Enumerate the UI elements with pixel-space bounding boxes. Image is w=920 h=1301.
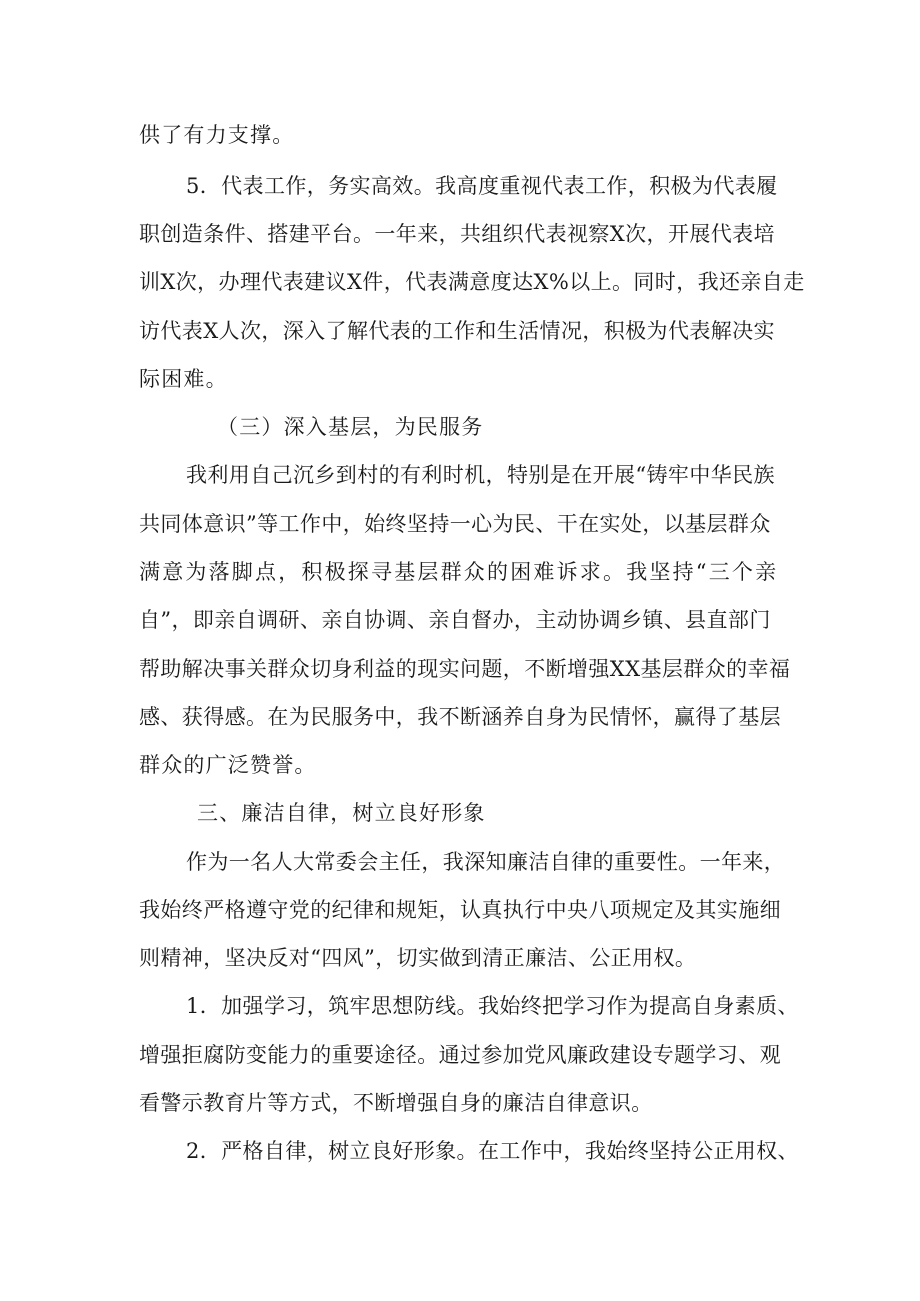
text-line: 增强拒腐防变能力的重要途径。通过参加党风廉政建设专题学习、观 — [139, 1043, 781, 1067]
text-line: 看警示教育片等方式，不断增强自身的廉洁自律意识。 — [139, 1091, 653, 1115]
text-line: 自”，即亲自调研、亲自协调、亲自督办，主动协调乡镇、县直部门 — [139, 608, 771, 632]
text-line: 帮助解决事关群众切身利益的现实问题，不断增强XX基层群众的幸福 — [139, 657, 791, 681]
text-line: 感、获得感。在为民服务中，我不断涵养自身为民情怀，赢得了基层 — [139, 705, 781, 729]
text-line: 则精神，坚决反对“四风”，切实做到清正廉洁、公正用权。 — [139, 946, 697, 970]
section-heading: 三、廉洁自律，树立良好形象 — [197, 801, 486, 825]
text-line: 供了有力支撑。 — [139, 123, 295, 147]
text-line: 我利用自己沉乡到村的有利时机，特别是在开展“铸牢中华民族 — [186, 463, 775, 487]
text-line: 我始终严格遵守党的纪律和规矩，认真执行中央八项规定及其实施细 — [139, 898, 781, 922]
text-line: 职创造条件、搭建平台。一年来，共组织代表视察X次，开展代表培 — [139, 222, 775, 246]
text-line: 共同体意识”等工作中，始终坚持一心为民、干在实处，以基层群众 — [139, 512, 771, 536]
text-line: 1．加强学习，筑牢思想防线。我始终把学习作为提高自身素质、 — [186, 994, 799, 1018]
text-line: 2．严格自律，树立良好形象。在工作中，我始终坚持公正用权、 — [186, 1139, 799, 1163]
text-line: 际困难。 — [139, 367, 228, 391]
text-line: 群众的广泛赞誉。 — [139, 753, 317, 777]
text-line: 训X次，办理代表建议X件，代表满意度达X%以上。同时，我还亲自走 — [139, 270, 805, 294]
text-line: 作为一名人大常委会主任，我深知廉洁自律的重要性。一年来， — [186, 850, 786, 874]
text-line: 5．代表工作，务实高效。我高度重视代表工作，积极为代表履 — [186, 174, 778, 198]
text-line: 满意为落脚点，积极探寻基层群众的困难诉求。我坚持“三个亲 — [139, 560, 779, 584]
text-line: 访代表X人次，深入了解代表的工作和生活情况，积极为代表解决实 — [139, 319, 775, 343]
section-heading: （三）深入基层，为民服务 — [217, 415, 484, 439]
